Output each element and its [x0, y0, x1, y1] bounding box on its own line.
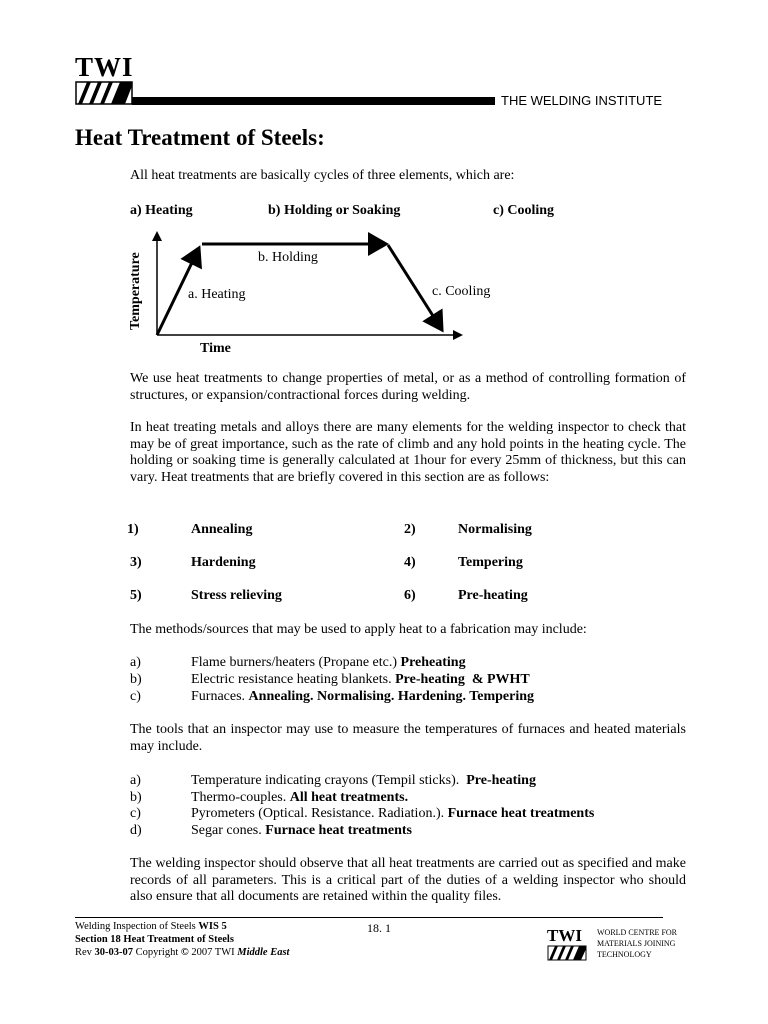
- tool-letter-a: a): [130, 773, 141, 788]
- holding-label: b. Holding: [258, 250, 318, 265]
- footer-rule: [75, 917, 663, 918]
- footer-tagline-2: MATERIALS JOINING: [597, 939, 676, 948]
- method-a-text: Flame burners/heaters (Propane etc.): [191, 655, 401, 670]
- treatment-num-1: 1): [127, 522, 139, 537]
- footer-rev: Rev: [75, 947, 95, 958]
- closing-paragraph: The welding inspector should observe that all heat treatments are carried out as specified and make records of all parameters. This is a critical part of the duties of a welding inspector who should also ensure that all documents are retained within the quality files.: [130, 856, 686, 904]
- footer-line-1: [75, 920, 227, 933]
- twi-logo-text: TWI: [75, 52, 134, 82]
- footer-line-3: [75, 946, 289, 959]
- tool-a-text: Temperature indicating crayons (Tempil sticks).: [191, 773, 467, 788]
- method-b: [191, 672, 530, 689]
- tool-d-text: Segar cones.: [191, 823, 266, 838]
- footer-year: 2007 TWI: [188, 947, 238, 958]
- footer-course-code: WIS 5: [198, 921, 227, 932]
- tools-intro: The tools that an inspector may use to measure the temperatures of furnaces and heated materials may include.: [130, 722, 686, 754]
- paragraph-1: We use heat treatments to change properties of metal, or as a method of controlling formation of structures, or expansion/contractional forces during welding.: [130, 371, 686, 403]
- treatment-name-3: Hardening: [191, 555, 256, 570]
- treatment-num-3: 3): [130, 555, 142, 570]
- cooling-label: c. Cooling: [432, 284, 491, 299]
- method-a: [191, 655, 466, 672]
- treatment-name-5: Stress relieving: [191, 588, 282, 603]
- methods-intro: The methods/sources that may be used to apply heat to a fabrication may include:: [130, 622, 587, 637]
- treatment-num-6: 6): [404, 588, 416, 603]
- element-heading-b: b) Holding or Soaking: [268, 203, 401, 218]
- method-a-bold: Preheating: [400, 655, 466, 670]
- footer-tagline-3: TECHNOLOGY: [597, 950, 652, 959]
- method-b-bold: Pre-heating & PWHT: [395, 672, 530, 687]
- footer-twi-stripes-icon: [547, 945, 587, 961]
- footer-tagline: [597, 927, 677, 960]
- page-title: Heat Treatment of Steels:: [75, 125, 325, 150]
- heating-label: a. Heating: [188, 287, 246, 302]
- institute-name: THE WELDING INSTITUTE: [501, 93, 663, 108]
- tool-c: [191, 806, 594, 823]
- treatment-num-4: 4): [404, 555, 416, 570]
- tool-a: [191, 773, 536, 790]
- tool-a-bold: Pre-heating: [466, 773, 536, 788]
- treatment-name-6: Pre-heating: [458, 588, 528, 603]
- tool-c-bold: Furnace heat treatments: [447, 806, 595, 821]
- method-c-bold: Annealing. Normalising. Hardening. Tempering: [248, 689, 535, 704]
- copyright-symbol: ©: [180, 947, 189, 958]
- tool-b: [191, 790, 408, 807]
- tool-b-text: Thermo-couples.: [191, 790, 290, 805]
- treatment-num-2: 2): [404, 522, 416, 537]
- method-b-text: Electric resistance heating blankets.: [191, 672, 396, 687]
- time-axis-label: Time: [200, 341, 231, 356]
- footer-section: Section 18 Heat Treatment of Steels: [75, 934, 234, 945]
- method-letter-b: b): [130, 672, 142, 687]
- tool-d: [191, 823, 412, 840]
- footer-twi-logo-text: TWI: [547, 926, 582, 945]
- tool-c-text: Pyrometers (Optical. Resistance. Radiation.).: [191, 806, 448, 821]
- intro-text: All heat treatments are basically cycles of three elements, which are:: [130, 168, 515, 183]
- footer-date: 30-03-07: [94, 947, 134, 958]
- twi-logo-stripes-icon: [75, 80, 133, 106]
- method-letter-a: a): [130, 655, 141, 670]
- treatment-name-4: Tempering: [458, 555, 523, 570]
- paragraph-2: In heat treating metals and alloys there are many elements for the welding inspector to check that may be of great importance, such as the rate of climb and any hold points in the heating cycle. The holding or soaking time is generally calculated at 1hour for every 25mm of thickness, but this can vary. Heat treatments that are briefly covered in this section are as follows:: [130, 420, 686, 485]
- treatment-name-2: Normalising: [458, 522, 532, 537]
- method-c-text: Furnaces.: [191, 689, 249, 704]
- footer-middle-east: Middle East: [237, 947, 290, 958]
- tool-letter-b: b): [130, 790, 142, 805]
- temperature-axis-label: Temperature: [128, 252, 143, 330]
- element-heading-a: a) Heating: [130, 203, 193, 218]
- method-c: [191, 689, 534, 706]
- element-heading-c: c) Cooling: [493, 203, 555, 218]
- footer-copyright: Copyright: [133, 947, 181, 958]
- treatment-name-1: Annealing: [191, 522, 253, 537]
- tool-letter-d: d): [130, 823, 142, 838]
- header-rule: [132, 97, 495, 105]
- footer-course: Welding Inspection of Steels: [75, 921, 199, 932]
- footer-tagline-1: WORLD CENTRE FOR: [597, 928, 677, 937]
- tool-d-bold: Furnace heat treatments: [265, 823, 412, 838]
- page-number: 18. 1: [367, 921, 391, 935]
- tool-b-bold: All heat treatments.: [289, 790, 409, 805]
- method-letter-c: c): [130, 689, 141, 704]
- treatment-num-5: 5): [130, 588, 142, 603]
- tool-letter-c: c): [130, 806, 141, 821]
